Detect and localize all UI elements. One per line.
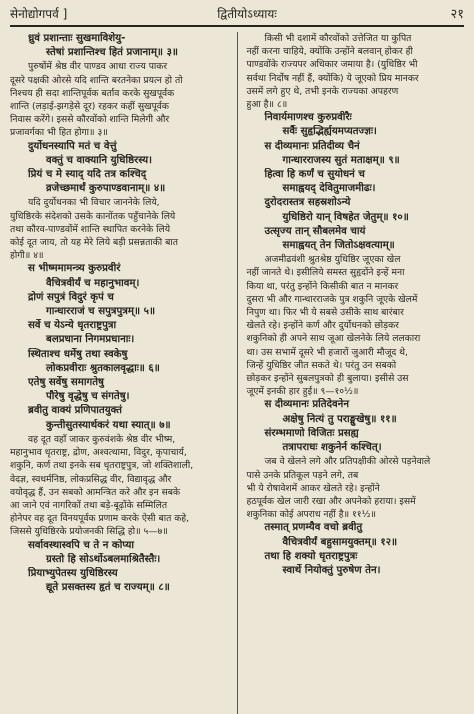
translation-line: नहीं करना चाहिये, क्योंकि उन्होंने बलवान् होकर ही — [246, 46, 413, 58]
verse-line: निवार्यमाणश्च कुरुप्रवीरैः — [264, 112, 352, 124]
translation-line: किसी भी दशामें कौरवोंको उत्तेजित या कुपित — [264, 33, 412, 44]
translation-line: हुआ है॥ ८॥ — [246, 99, 288, 111]
verse-line: ब्रवीतु वाक्यं प्रणिपातयुक्तं — [28, 405, 122, 417]
verse-line: स्तेषां प्रशान्तिश्च हितं प्रजानाम्॥ ३॥ — [46, 47, 178, 59]
translation-line: शकुनिको ही अपने साथ जूआ खेलनेके लिये ललकारा — [246, 333, 421, 345]
translation-line: था। उस सभामें दूसरे भी हजारों जुआरी मौजूद थे, — [246, 346, 408, 358]
verse-line: तत्रापराधः शकुनेर्न कश्चित्। — [282, 442, 382, 454]
translation-line: प्रजावर्गका भी हित होगा॥ ३॥ — [10, 127, 108, 139]
verse-line: गान्धारराजं च सपुत्रपुत्रम्॥ ५॥ — [46, 306, 156, 318]
verse-line: द्यूते प्रसक्तस्य हृतं च राज्यम्॥ ८॥ — [46, 582, 170, 594]
right-column — [237, 32, 464, 714]
verse-line: प्रियाभ्युपेतस्य युधिष्ठिरस्य — [28, 567, 118, 579]
translation-line: किया था, परंतु इन्होंने किसीकी बात न मानकर — [246, 280, 399, 292]
verse-line: वैचित्रवीर्यं च महानुभावम्। — [46, 277, 140, 289]
verse-line: संरम्भमाणो विजितः प्रसह्य — [264, 427, 359, 439]
verse-line: वक्तुं च वाक्यानि युधिष्ठिरस्य। — [46, 154, 152, 166]
verse-line: युधिष्ठिरो यान् विषहेत जेतुम्॥ १०॥ — [282, 211, 409, 223]
verse-line: हित्वा हि कर्णं च सुयोधनं च — [264, 169, 365, 181]
verse-line: व्रजेच्छमार्थं कुरुपाण्डवानाम्॥ ४॥ — [46, 183, 166, 195]
translation-line: जूएमें इनकी हार हुई॥ ९—१०½॥ — [246, 386, 359, 398]
translation-line: आ जाने एवं नागरिकों तथा बड़े-बूढ़ोंके सम्मिलित — [10, 499, 168, 511]
translation-line: कोई दूत जाय, तो यह मेरे लिये बड़ी प्रसन्नताकी बात — [10, 237, 178, 249]
verse-line: पौरेषु वृद्धेषु च संगतेषु। — [46, 391, 130, 403]
verse-line: तथा हि शक्यो धृतराष्ट्रपुत्रः — [264, 550, 358, 562]
verse-line: स दीव्यमानः प्रतिदीव्य चैनं — [264, 140, 360, 152]
translation-line: शान्ति (लड़ाई-झगड़ेसे दूर) रहकर कहीं सुखपूर्वक — [10, 101, 169, 113]
translation-line: जब वे खेलने लगे और प्रतिपक्षीकी ओरसे पड़नेवाले — [264, 456, 431, 468]
translation-line: निपुण था। फिर भी ये सबसे उसीके साथ बारंबार — [246, 307, 404, 319]
translation-line: निश्चय ही सदा शान्तिपूर्वक बर्ताव करके सुखपूर्वक — [10, 87, 175, 99]
verse-line: दुर्योधनस्यापि मतं च वेत्तुं — [28, 140, 117, 152]
translation-line: छोड़कर इन्होंने सुबलपुत्रको ही बुलाया। इसीसे उस — [246, 373, 409, 385]
verse-line: स्थिताश्च धर्मेषु तथा स्वकेषु — [28, 348, 128, 360]
translation-line: खेलते रहे। इन्होंने कर्ण और दुर्योधनको छोड़कर — [246, 320, 399, 332]
translation-line: दूसरे पक्षकी ओरसे यदि शान्ति बरतनेका प्रयत्न हो तो — [10, 74, 183, 86]
translation-line: हठपूर्वक खेल जारी रखा और अपनेको हराया। इसमें — [246, 495, 416, 507]
translation-line: होगी॥ ४॥ — [10, 250, 44, 262]
verse-line: एतेषु सर्वेषु समागतेषु — [28, 377, 104, 389]
page-header — [10, 6, 464, 22]
verse-line: स्वार्थे नियोक्तुं पुरुषेण तेन। — [282, 564, 381, 576]
verse-line: लोकप्रवीराः श्रुतकालवृद्धाः॥ ६॥ — [46, 362, 160, 374]
verse-line: वैचित्रवीर्यं बहुसामयुक्तम्॥ १२॥ — [282, 536, 398, 548]
translation-line: उसमें लगे हुए थे, तभी इनके राज्यका अपहरण — [246, 85, 399, 97]
translation-line: महानुभाव धृतराष्ट्र, द्रोण, अश्वत्थामा, विदुर, कृपाचार्य, — [10, 447, 187, 459]
section-title: सेनोद्योगपर्व ] — [10, 7, 68, 21]
translation-line: जिससे युधिष्ठिरके प्रयोजनकी सिद्धि हो॥ ५—७॥ — [10, 526, 168, 538]
translation-line: वह दूत वहाँ जाकर कुरुवंशके श्रेष्ठ वीर भीष्म, — [28, 433, 176, 445]
translation-line: वयोवृद्ध हैं, उन सबको आमन्त्रित करे और इन सबके — [10, 486, 181, 498]
verse-line: अक्षेषु नित्यं तु पराङ्मुखेषु॥ ११॥ — [282, 413, 397, 425]
translation-line: शकुनिका कोई अपराध नहीं है॥ ११½॥ — [246, 509, 376, 521]
translation-line: नहीं जानते थे। इसीलिये समस्त सुहृदोंने इन्हें मना — [246, 267, 405, 279]
verse-line: स भीष्ममामन्त्र्य कुरुप्रवीरं — [28, 263, 121, 275]
verse-line: स दीव्यमानः प्रतिदेवनेन — [264, 399, 349, 411]
verse-line: गान्धारराजस्य सुतं मताक्षम्॥ ९॥ — [282, 154, 400, 166]
verse-line: तस्मात् प्रणम्यैव वचो ब्रवीतु — [264, 522, 363, 534]
translation-line: शकुनि, कर्ण तथा इनके सब धृतराष्ट्रपुत्र, जो शक्तिशाली, — [10, 460, 194, 472]
translation-line: यदि दुर्योधनका भी विचार जाननेके लिये, — [28, 197, 160, 209]
verse-line: बलप्रधाना निगमप्रधानाः। — [46, 334, 135, 346]
verse-line: द्रोणं सपुत्रं विदुरं कृपं च — [28, 291, 114, 303]
verse-line: सर्वे च येऽन्ये धृतराष्ट्रपुत्रा — [28, 320, 117, 332]
verse-line: ध्रुवं प्रशान्ताः सुखमाविशेयु- — [28, 33, 126, 44]
translation-line: भी ये रोषावेशमें आकर खेलते रहे। इन्होंने — [246, 482, 380, 494]
two-column-body — [10, 32, 464, 714]
page-number: २१ — [450, 7, 464, 22]
translation-line: होनेपर वह दूत विनयपूर्वक प्रणाम करके ऐसी बात कहे, — [10, 513, 190, 525]
translation-line: पाण्डवोंके राज्यपर अधिकार जमाया है। (युधिष्ठिर भी — [246, 59, 418, 71]
translation-line: वेदज्ञ, स्वधर्मनिष्ठ, लोकप्रसिद्ध वीर, विद्यावृद्ध और — [10, 473, 172, 485]
verse-line: समाह्वयद् देवितुमाजमीढः। — [282, 183, 376, 195]
verse-line: दुरोदरास्तत्र सहस्रशोऽन्ये — [264, 197, 351, 209]
verse-line: उत्सृज्य तान् सौबलमेव चायं — [264, 225, 366, 237]
verse-line: सर्वैः सुहृद्भिर्ह्ययमप्यतज्ज्ञः। — [282, 126, 377, 138]
verse-line: कुन्तीसुतस्यार्थकरं यथा स्यात्॥ ७॥ — [46, 419, 171, 431]
translation-line: जिन्हें युधिष्ठिर जीत सकते थे। परंतु उन सबको — [246, 359, 397, 371]
translation-line: युधिष्ठिरके संदेशको उसके कानोंतक पहुँचानेके लिये — [10, 210, 176, 222]
verse-line: ग्रस्तो हि सोऽर्थोऽबलमाश्रितैस्तैः। — [46, 553, 161, 565]
translation-line: दुसरा भी और गान्धारराजके पुत्र शकुनि जूएके खेलमें — [246, 293, 418, 305]
verse-line: समाह्वयत् तेन जितोऽक्षवत्याम्॥ — [282, 240, 395, 252]
verse-line: प्रियं च मे स्याद् यदि तत्र कश्चिद् — [28, 169, 147, 181]
translation-line: तथा कौरव-पाण्डवोंमें शान्ति स्थापित करनेके लिये — [10, 223, 171, 235]
header-rule — [10, 25, 464, 27]
translation-line: निवास करेंगे। इससे कौरवोंको शान्ति मिलेगी और — [10, 114, 170, 126]
translation-line: पुरुषोंमें श्रेष्ठ वीर पाण्डव आधा राज्य पाकर — [28, 61, 168, 73]
translation-line: अजमीढवंशी श्रुतश्रेष्ठ युधिष्ठिर जूएका खेल — [264, 254, 401, 266]
translation-line: सर्वथा निर्दोष नहीं हैं, क्योंकि) ये जूएको प्रिय मानकर — [246, 72, 419, 84]
chapter-title: द्वितीयोऽध्यायः — [217, 7, 277, 21]
translation-line: पासे उनके प्रतिकूल पड़ने लगे, तब — [246, 469, 359, 481]
verse-line: सर्वावस्थास्वपि च ते न कोप्या — [28, 539, 135, 551]
left-column — [10, 32, 229, 714]
